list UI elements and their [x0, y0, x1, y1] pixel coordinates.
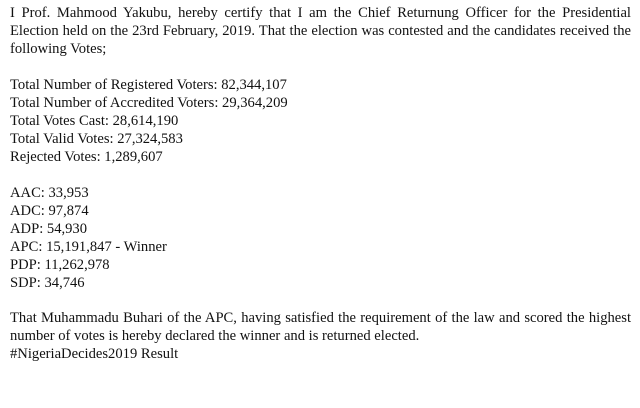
party-result-sdp: SDP: 34,746: [10, 275, 85, 291]
declaration-text: That Muhammadu Buhari of the APC, having satisfied the requirement of the law and scored the highest number of votes is hereby declared the winner and is returned elected.: [10, 310, 631, 344]
party-result-adc: ADC: 97,874: [10, 203, 89, 219]
party-result-aac: AAC: 33,953: [10, 185, 89, 201]
spacer: [10, 292, 631, 309]
valid-votes-line: Total Valid Votes: 27,324,583: [10, 131, 183, 147]
spacer: [10, 58, 631, 76]
vote-totals-list: [10, 76, 631, 166]
party-result-apc: APC: 15,191,847 - Winner: [10, 239, 167, 255]
hashtag-text: #NigeriaDecides2019 Result: [10, 346, 179, 362]
registered-voters-line: Total Number of Registered Voters: 82,344,107: [10, 77, 287, 93]
certification-paragraph: I Prof. Mahmood Yakubu, hereby certify that I am the Chief Returnung Officer for the Presidential Election held on the 23rd February, 2019. That the election was contested and the candidates received the following Votes;: [10, 5, 631, 57]
rejected-votes-line: Rejected Votes: 1,289,607: [10, 149, 163, 165]
party-result-adp: ADP: 54,930: [10, 221, 88, 237]
party-results-list: [10, 184, 631, 292]
votes-cast-line: Total Votes Cast: 28,614,190: [10, 113, 179, 129]
party-result-pdp: PDP: 11,262,978: [10, 257, 110, 273]
accredited-voters-line: Total Number of Accredited Voters: 29,364,209: [10, 95, 288, 111]
document-body: [10, 4, 631, 363]
spacer: [10, 166, 631, 184]
declaration-paragraph: [10, 309, 631, 363]
